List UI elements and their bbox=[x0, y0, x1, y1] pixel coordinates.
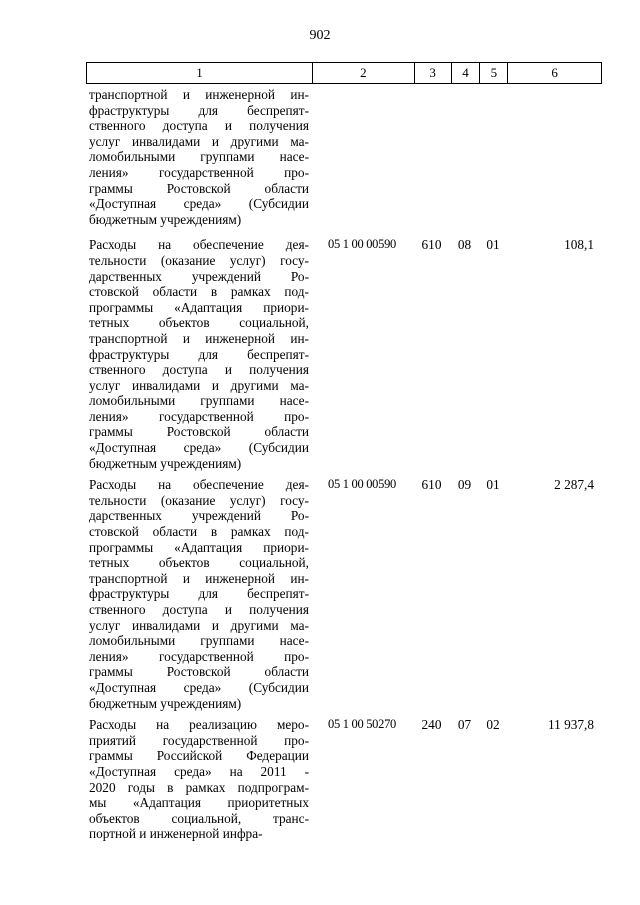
subsection-cell bbox=[479, 87, 507, 227]
section-cell: 07 bbox=[457, 717, 472, 733]
description-line: ственного доступа и получения bbox=[89, 602, 309, 617]
description-line: бюджетным учреждениям) bbox=[89, 695, 242, 711]
header-col-6: 6 bbox=[551, 65, 558, 80]
target-code-cell: 05 1 00 00590 bbox=[328, 477, 396, 492]
description-line: транспортной и инженерной ин- bbox=[89, 87, 309, 102]
description-line: бюджетным учреждениям) bbox=[89, 211, 242, 227]
table-body bbox=[86, 87, 602, 842]
table-header bbox=[86, 62, 602, 84]
description-line: фраструктуры для беспрепят- bbox=[89, 586, 309, 602]
expense-type-cell: 240 bbox=[421, 717, 442, 733]
description-line: тетных объектов социальной, bbox=[89, 315, 309, 331]
section-cell: 08 bbox=[457, 237, 472, 253]
table-row bbox=[86, 87, 602, 227]
row-description bbox=[86, 717, 311, 842]
amount-cell: 11 937,8 bbox=[547, 717, 594, 733]
description-line: дарственных учреждений Ро- bbox=[89, 268, 309, 284]
description-line: граммы Ростовской области bbox=[89, 180, 309, 196]
expense-type-cell: 610 bbox=[421, 237, 442, 253]
description-line: транспортной и инженерной ин- bbox=[89, 330, 309, 346]
description-line: программы «Адаптация приори- bbox=[89, 299, 309, 315]
row-description bbox=[86, 477, 311, 711]
description-line: 2020 годы в рамках подпрограм- bbox=[89, 779, 309, 795]
description-line: «Доступная среда» (Субсидии bbox=[89, 440, 309, 456]
row-description bbox=[86, 87, 311, 227]
description-line: программы «Адаптация приори- bbox=[89, 539, 309, 555]
header-col-4: 4 bbox=[452, 63, 481, 83]
description-line: услуг инвалидами и другими ма- bbox=[89, 133, 309, 149]
description-line: стовской области в рамках под- bbox=[89, 284, 309, 300]
description-line: Расходы на обеспечение дея- bbox=[89, 477, 309, 493]
target-code-cell: 05 1 00 00590 bbox=[328, 237, 396, 252]
row-description bbox=[86, 237, 311, 471]
description-line: ломобильными группами насе- bbox=[89, 393, 309, 409]
description-line: Расходы на реализацию меро- bbox=[89, 717, 309, 733]
budget-table bbox=[86, 62, 602, 842]
amount-cell: 108,1 bbox=[564, 237, 594, 253]
target-code-cell: 05 1 00 50270 bbox=[328, 717, 396, 732]
amount-cell bbox=[507, 87, 600, 227]
description-line: ления» государственной про- bbox=[89, 408, 309, 424]
description-line: «Доступная среда» (Субсидии bbox=[89, 196, 309, 212]
description-line: фраструктуры для беспрепят- bbox=[89, 346, 309, 362]
amount-cell: 2 287,4 bbox=[554, 477, 594, 493]
description-line: мы «Адаптация приоритетных bbox=[89, 795, 309, 811]
description-line: бюджетным учреждениям) bbox=[89, 455, 242, 471]
description-line: услуг инвалидами и другими ма- bbox=[89, 617, 309, 633]
description-line: «Доступная среда» (Субсидии bbox=[89, 679, 309, 695]
description-line: ственного доступа и получения bbox=[89, 118, 309, 134]
header-col-1: 1 bbox=[87, 63, 313, 83]
description-line: фраструктуры для беспрепят- bbox=[89, 102, 309, 118]
description-line: ственного доступа и получения bbox=[89, 362, 309, 378]
description-line: тельности (оказание услуг) госу- bbox=[89, 492, 309, 508]
description-line: портной и инженерной инфра- bbox=[89, 826, 263, 842]
section-cell bbox=[450, 87, 479, 227]
description-line: ления» государственной про- bbox=[89, 648, 309, 664]
description-line: граммы Ростовской области bbox=[89, 664, 309, 680]
description-line: граммы Ростовской области bbox=[89, 424, 309, 440]
description-line: граммы Российской Федерации bbox=[89, 748, 309, 764]
page-number: 902 bbox=[309, 28, 331, 43]
description-line: ления» государственной про- bbox=[89, 164, 309, 180]
subsection-cell: 01 bbox=[486, 237, 500, 253]
description-line: дарственных учреждений Ро- bbox=[89, 508, 309, 524]
table-row bbox=[86, 717, 602, 842]
header-col-5: 5 bbox=[480, 63, 508, 83]
description-line: услуг инвалидами и другими ма- bbox=[89, 377, 309, 393]
target-code-cell bbox=[311, 87, 413, 227]
description-line: «Доступная среда» на 2011 - bbox=[89, 763, 309, 779]
section-cell: 09 bbox=[457, 477, 472, 493]
subsection-cell: 02 bbox=[486, 717, 500, 733]
description-line: объектов социальной, транс- bbox=[89, 810, 309, 826]
expense-type-cell: 610 bbox=[421, 477, 442, 493]
description-line: тетных объектов социальной, bbox=[89, 555, 309, 571]
description-line: стовской области в рамках под- bbox=[89, 524, 309, 540]
description-line: тельности (оказание услуг) госу- bbox=[89, 252, 309, 268]
description-line: ломобильными группами насе- bbox=[89, 149, 309, 165]
table-row bbox=[86, 477, 602, 711]
description-line: ломобильными группами насе- bbox=[89, 633, 309, 649]
subsection-cell: 01 bbox=[486, 477, 500, 493]
header-col-3: 3 bbox=[415, 63, 452, 83]
table-row bbox=[86, 237, 602, 471]
description-line: транспортной и инженерной ин- bbox=[89, 570, 309, 586]
header-col-2: 2 bbox=[313, 63, 415, 83]
expense-type-cell bbox=[413, 87, 450, 227]
description-line: Расходы на обеспечение дея- bbox=[89, 237, 309, 253]
description-line: приятий государственной про- bbox=[89, 732, 309, 748]
